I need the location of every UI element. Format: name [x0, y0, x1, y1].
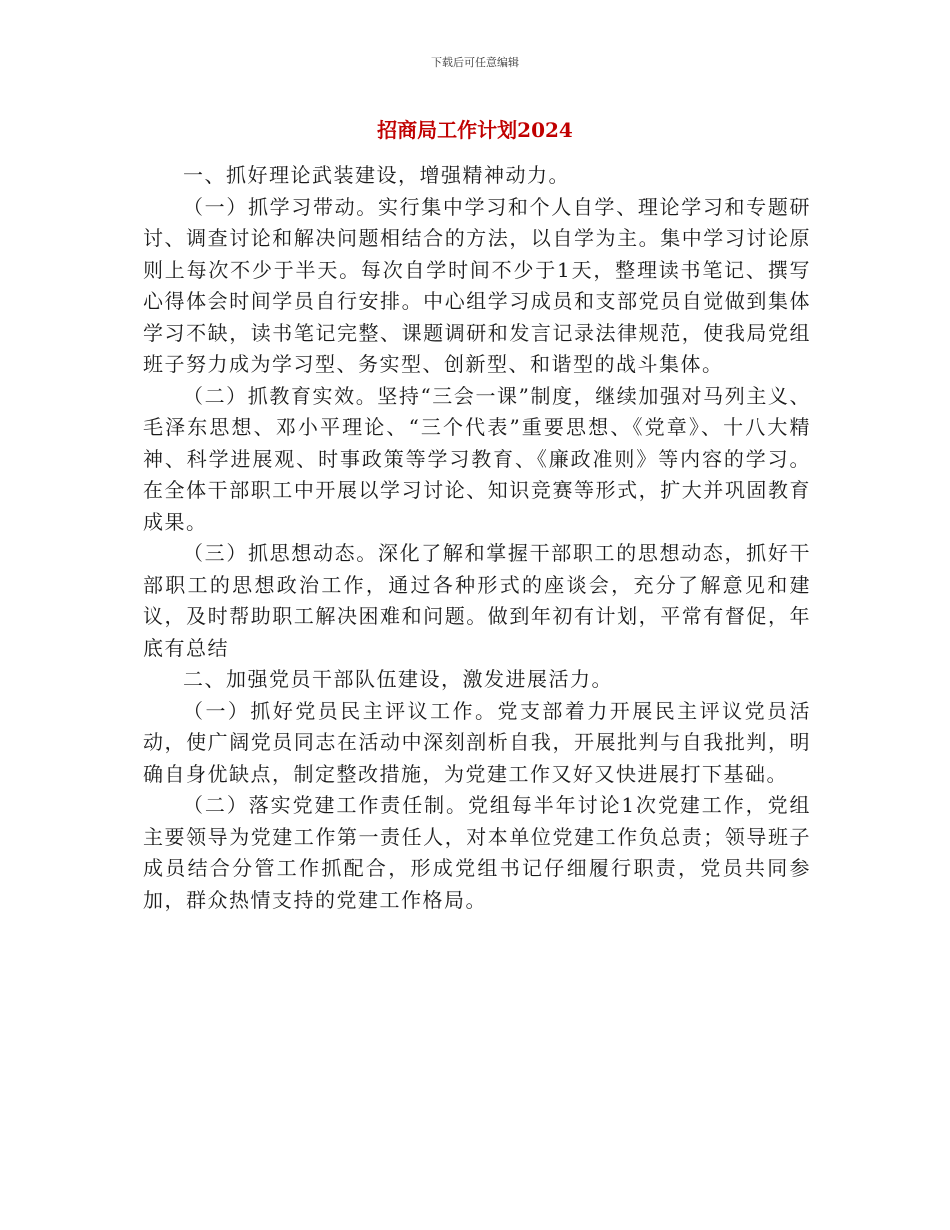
- paragraph-evaluation: （一）抓好党员民主评议工作。党支部着力开展民主评议党员活动，使广阔党员同志在活动中深刻剖析自我，开展批判与自我批判，明确自身优缺点，制定整改措施，为党建工作又好又快进展打下基础。: [143, 698, 811, 786]
- section-heading-2: 二、加强党员干部队伍建设，激发进展活力。: [183, 667, 613, 691]
- paragraph-study: （一）抓学习带动。实行集中学习和个人自学、理论学习和专题研讨、调查讨论和解决问题相结合的方法，以自学为主。集中学习讨论原则上每次不少于半天。每次自学时间不少于1天，整理读书笔记、撰写心得体会时间学员自行安排。中心组学习成员和支部党员自觉做到集体学习不缺，读书笔记完整、课题调研和发言记录法律规范，使我局党组班子努力成为学习型、务实型、创新型、和谐型的战斗集体。: [143, 194, 811, 376]
- header-note: 下载后可任意编辑: [431, 56, 519, 69]
- document-body: [143, 160, 811, 916]
- section-heading-1: 一、抓好理论武装建设，增强精神动力。: [183, 163, 570, 187]
- paragraph-education: （二）抓教育实效。坚持“三会一课”制度，继续加强对马列主义、毛泽东思想、邓小平理论、“三个代表”重要思想、《党章》、十八大精神、科学进展观、时事政策等学习教育、《廉政准则》等内容的学习。在全体干部职工中开展以学习讨论、知识竞赛等形式，扩大并巩固教育成果。: [143, 383, 811, 534]
- document-title: 招商局工作计划2024: [377, 118, 573, 142]
- paragraph-ideology: （三）抓思想动态。深化了解和掌握干部职工的思想动态，抓好干部职工的思想政治工作，通过各种形式的座谈会，充分了解意见和建议，及时帮助职工解决困难和问题。做到年初有计划，平常有督促，年底有总结: [143, 541, 811, 660]
- paragraph-responsibility: （二）落实党建工作责任制。党组每半年讨论1次党建工作，党组主要领导为党建工作第一责任人，对本单位党建工作负总责；领导班子成员结合分管工作抓配合，形成党组书记仔细履行职责，党员共同参加，群众热情支持的党建工作格局。: [143, 793, 811, 912]
